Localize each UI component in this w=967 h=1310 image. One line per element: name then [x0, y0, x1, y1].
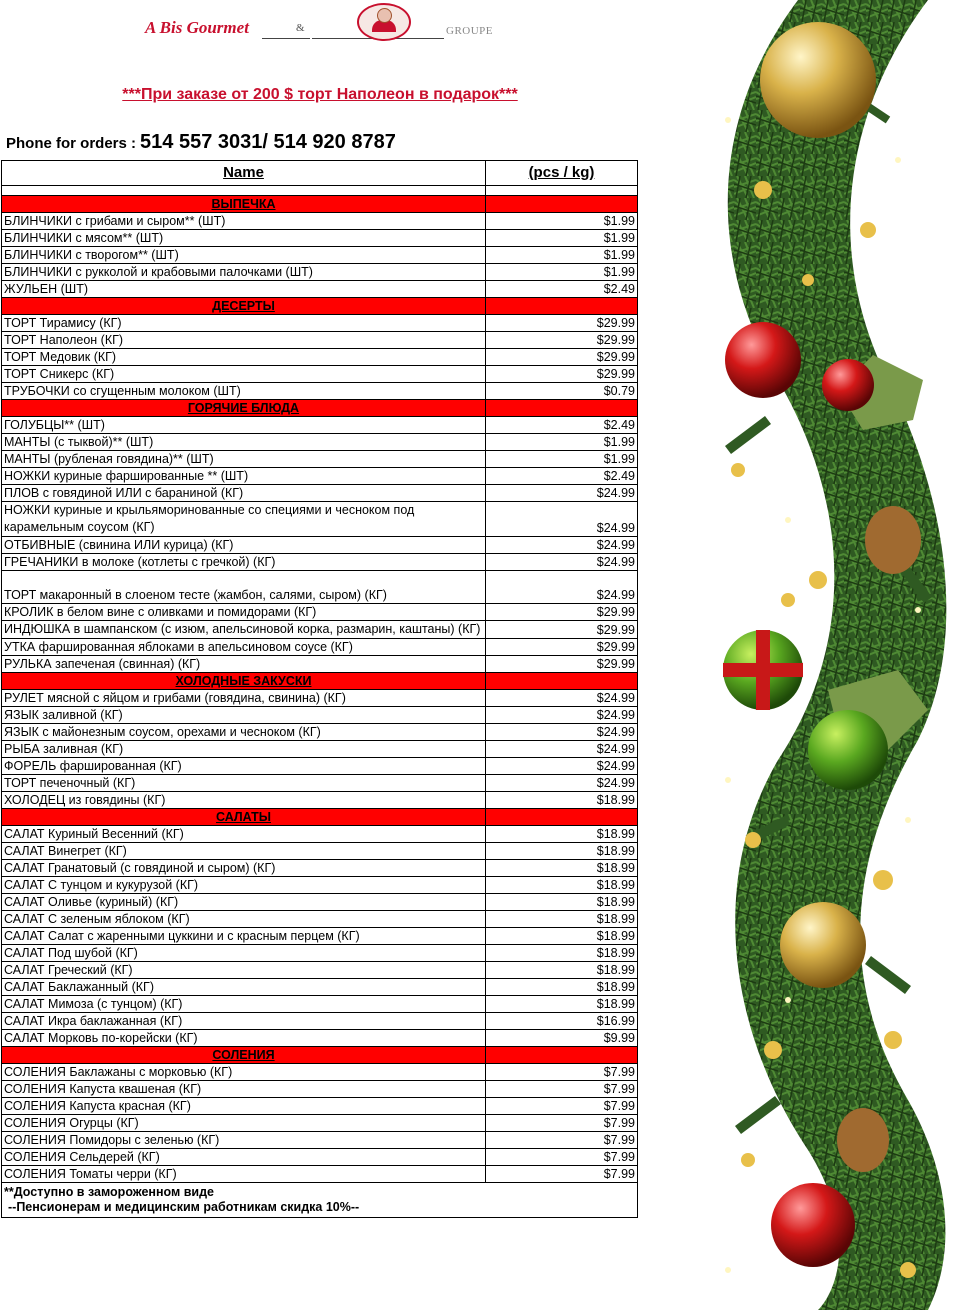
table-row	[2, 1064, 638, 1081]
category-title: ДЕСЕРТЫ	[2, 298, 486, 315]
item-name: ТОРТ Медовик (КГ)	[2, 349, 486, 366]
table-row	[2, 979, 638, 996]
item-name: САЛАТ Морковь по-корейски (КГ)	[2, 1030, 486, 1047]
item-name: ТОРТ Тирамису (КГ)	[2, 315, 486, 332]
table-row	[2, 928, 638, 945]
item-price: $24.99	[486, 707, 638, 724]
table-row	[2, 792, 638, 809]
item-name: САЛАТ Икра баклажанная (КГ)	[2, 1013, 486, 1030]
table-row	[2, 877, 638, 894]
category-header-row	[2, 400, 638, 417]
table-row	[2, 554, 638, 571]
phone-label: Phone for orders :	[6, 135, 137, 152]
item-name: САЛАТ Гранатовый (с говядиной и сыром) (КГ)	[2, 860, 486, 877]
table-row	[2, 826, 638, 843]
table-row	[2, 1166, 638, 1183]
category-title: ХОЛОДНЫЕ ЗАКУСКИ	[2, 673, 486, 690]
table-row	[2, 911, 638, 928]
item-price: $18.99	[486, 894, 638, 911]
chef-logo-icon	[357, 3, 411, 41]
item-price: $24.99	[486, 758, 638, 775]
item-name: СОЛЕНИЯ Огурцы (КГ)	[2, 1115, 486, 1132]
christmas-garland-image	[668, 0, 967, 1310]
table-row	[2, 775, 638, 792]
item-price: $24.99	[486, 485, 638, 502]
category-header-row	[2, 673, 638, 690]
item-price: $1.99	[486, 213, 638, 230]
item-price: $7.99	[486, 1064, 638, 1081]
item-name: САЛАТ Оливье (куриный) (КГ)	[2, 894, 486, 911]
table-row	[2, 1132, 638, 1149]
category-fill	[486, 400, 638, 417]
item-price: $1.99	[486, 264, 638, 281]
column-header-unit: (pcs / kg)	[486, 161, 638, 186]
item-price: $7.99	[486, 1149, 638, 1166]
item-name: ТОРТ макаронный в слоеном тесте (жамбон, салями, сыром) (КГ)	[2, 571, 486, 604]
item-name: САЛАТ Куриный Весенний (КГ)	[2, 826, 486, 843]
item-name: САЛАТ Винегрет (КГ)	[2, 843, 486, 860]
item-name: САЛАТ Баклажанный (КГ)	[2, 979, 486, 996]
item-price: $2.49	[486, 417, 638, 434]
table-row	[2, 621, 638, 639]
item-name: ЯЗЫК заливной (КГ)	[2, 707, 486, 724]
item-price: $18.99	[486, 962, 638, 979]
item-name: СОЛЕНИЯ Сельдерей (КГ)	[2, 1149, 486, 1166]
phone-numbers: 514 557 3031/ 514 920 8787	[140, 131, 396, 153]
table-row	[2, 1013, 638, 1030]
table-row	[2, 1149, 638, 1166]
item-price: $18.99	[486, 996, 638, 1013]
brand-divider	[262, 38, 310, 39]
item-name: САЛАТ Под шубой (КГ)	[2, 945, 486, 962]
item-price: $18.99	[486, 979, 638, 996]
table-row	[2, 843, 638, 860]
category-fill	[486, 673, 638, 690]
table-row	[2, 366, 638, 383]
table-row	[2, 417, 638, 434]
table-row	[2, 502, 638, 537]
spacer-row	[2, 186, 638, 196]
table-row	[2, 571, 638, 604]
item-name: УТКА фаршированная яблоками в апельсиновом соусе (КГ)	[2, 639, 486, 656]
item-price: $24.99	[486, 775, 638, 792]
brand-name: A Bis Gourmet	[145, 18, 249, 37]
item-name: САЛАТ Салат с жаренными цуккини и с красным перцем (КГ)	[2, 928, 486, 945]
item-name: ФОРЕЛЬ фаршированная (КГ)	[2, 758, 486, 775]
category-title: САЛАТЫ	[2, 809, 486, 826]
letterhead	[0, 0, 640, 60]
item-price: $18.99	[486, 945, 638, 962]
table-row	[2, 213, 638, 230]
item-price: $29.99	[486, 621, 638, 639]
item-price: $29.99	[486, 366, 638, 383]
table-row	[2, 962, 638, 979]
table-row	[2, 315, 638, 332]
table-row	[2, 707, 638, 724]
table-row	[2, 741, 638, 758]
table-row	[2, 332, 638, 349]
item-price: $9.99	[486, 1030, 638, 1047]
item-price: $29.99	[486, 332, 638, 349]
item-price: $7.99	[486, 1081, 638, 1098]
item-price: $24.99	[486, 554, 638, 571]
table-row	[2, 690, 638, 707]
item-price: $29.99	[486, 315, 638, 332]
item-price: $18.99	[486, 860, 638, 877]
item-name: ОТБИВНЫЕ (свинина ИЛИ курица) (КГ)	[2, 537, 486, 554]
category-fill	[486, 1047, 638, 1064]
item-price: $1.99	[486, 434, 638, 451]
item-name: МАНТЫ (рубленая говядина)** (ШТ)	[2, 451, 486, 468]
item-name: РУЛЬКА запеченая (свинная) (КГ)	[2, 656, 486, 673]
item-price: $18.99	[486, 928, 638, 945]
category-fill	[486, 809, 638, 826]
table-row	[2, 1030, 638, 1047]
table-row	[2, 468, 638, 485]
category-header-row	[2, 196, 638, 213]
category-header-row	[2, 298, 638, 315]
table-row	[2, 247, 638, 264]
table-row	[2, 945, 638, 962]
table-row	[2, 349, 638, 366]
item-price: $7.99	[486, 1166, 638, 1183]
table-row	[2, 894, 638, 911]
table-row	[2, 860, 638, 877]
item-price: $24.99	[486, 724, 638, 741]
category-title: ГОРЯЧИЕ БЛЮДА	[2, 400, 486, 417]
column-header-name: Name	[2, 161, 486, 186]
promo-banner	[0, 86, 640, 104]
item-name: САЛАТ Мимоза (с тунцом) (КГ)	[2, 996, 486, 1013]
item-price: $24.99	[486, 502, 638, 537]
brand-ampersand: &	[296, 22, 305, 34]
item-price: $18.99	[486, 877, 638, 894]
promo-text: ***При заказе от 200 $ торт Наполеон в подарок***	[122, 86, 518, 103]
item-name: САЛАТ С зеленым яблоком (КГ)	[2, 911, 486, 928]
item-price: $24.99	[486, 537, 638, 554]
table-row	[2, 639, 638, 656]
item-name: РУЛЕТ мясной с яйцом и грибами (говядина, свинина) (КГ)	[2, 690, 486, 707]
item-price: $18.99	[486, 792, 638, 809]
table-row	[2, 281, 638, 298]
frozen-note: **Доступно в замороженном виде	[4, 1185, 214, 1199]
table-row	[2, 383, 638, 400]
item-price: $29.99	[486, 639, 638, 656]
item-name: СОЛЕНИЯ Помидоры с зеленью (КГ)	[2, 1132, 486, 1149]
item-price: $7.99	[486, 1098, 638, 1115]
item-price: $29.99	[486, 604, 638, 621]
item-price: $18.99	[486, 911, 638, 928]
item-name: БЛИНЧИКИ с грибами и сыром** (ШТ)	[2, 213, 486, 230]
item-name: ТОРТ печеночный (КГ)	[2, 775, 486, 792]
item-price: $1.99	[486, 451, 638, 468]
item-name: САЛАТ С тунцом и кукурузой (КГ)	[2, 877, 486, 894]
item-name: ИНДЮШКА в шампанском (с изюм, апельсиновой корка, размарин, каштаны) (КГ)	[2, 621, 486, 639]
table-row	[2, 758, 638, 775]
item-price: $1.99	[486, 247, 638, 264]
item-name: ТОРТ Наполеон (КГ)	[2, 332, 486, 349]
category-title: ВЫПЕЧКА	[2, 196, 486, 213]
item-name: ЯЗЫК с майонезным соусом, орехами и чесноком (КГ)	[2, 724, 486, 741]
table-row	[2, 1081, 638, 1098]
item-price: $1.99	[486, 230, 638, 247]
item-price: $16.99	[486, 1013, 638, 1030]
item-price: $18.99	[486, 826, 638, 843]
table-header-row	[2, 161, 638, 186]
discount-note: --Пенсионерам и медицинским работникам скидка 10%--	[8, 1200, 360, 1214]
item-price: $0.79	[486, 383, 638, 400]
item-name: НОЖКИ куриные и крыльяморинованные со специями и чесноком под карамельным соусом (КГ)	[2, 502, 486, 537]
item-name: ГОЛУБЦЫ** (ШТ)	[2, 417, 486, 434]
phone-line	[6, 131, 396, 154]
table-row	[2, 1098, 638, 1115]
category-header-row	[2, 809, 638, 826]
table-row	[2, 451, 638, 468]
table-row	[2, 434, 638, 451]
price-table	[1, 160, 638, 1218]
category-fill	[486, 196, 638, 213]
item-price: $7.99	[486, 1115, 638, 1132]
table-row	[2, 1115, 638, 1132]
item-name: СОЛЕНИЯ Капуста квашеная (КГ)	[2, 1081, 486, 1098]
item-name: КРОЛИК в белом вине с оливками и помидорами (КГ)	[2, 604, 486, 621]
item-price: $24.99	[486, 571, 638, 604]
category-header-row	[2, 1047, 638, 1064]
table-row	[2, 996, 638, 1013]
item-name: МАНТЫ (с тыквой)** (ШТ)	[2, 434, 486, 451]
table-row	[2, 264, 638, 281]
item-price: $29.99	[486, 656, 638, 673]
brand-group: GROUPE	[446, 25, 494, 37]
item-price: $2.49	[486, 468, 638, 485]
item-name: ГРЕЧАНИКИ в молоке (котлеты с гречкой) (КГ)	[2, 554, 486, 571]
item-name: ЖУЛЬЕН (ШТ)	[2, 281, 486, 298]
item-name: НОЖКИ куриные фаршированные ** (ШТ)	[2, 468, 486, 485]
table-row	[2, 537, 638, 554]
item-price: $18.99	[486, 843, 638, 860]
item-price: $24.99	[486, 690, 638, 707]
table-row	[2, 230, 638, 247]
footer-row	[2, 1183, 638, 1218]
item-name: ПЛОВ с говядиной ИЛИ с бараниной (КГ)	[2, 485, 486, 502]
table-row	[2, 724, 638, 741]
footer-notes	[2, 1183, 638, 1218]
category-title: СОЛЕНИЯ	[2, 1047, 486, 1064]
table-row	[2, 604, 638, 621]
table-row	[2, 485, 638, 502]
item-name: СОЛЕНИЯ Капуста красная (КГ)	[2, 1098, 486, 1115]
item-name: ТОРТ Сникерс (КГ)	[2, 366, 486, 383]
item-name: БЛИНЧИКИ с творогом** (ШТ)	[2, 247, 486, 264]
item-price: $24.99	[486, 741, 638, 758]
table-row	[2, 656, 638, 673]
item-name: САЛАТ Греческий (КГ)	[2, 962, 486, 979]
item-name: ХОЛОДЕЦ из говядины (КГ)	[2, 792, 486, 809]
item-name: БЛИНЧИКИ с рукколой и крабовыми палочками (ШТ)	[2, 264, 486, 281]
item-name: ТРУБОЧКИ со сгущенным молоком (ШТ)	[2, 383, 486, 400]
category-fill	[486, 298, 638, 315]
item-name: СОЛЕНИЯ Баклажаны с морковью (КГ)	[2, 1064, 486, 1081]
item-price: $2.49	[486, 281, 638, 298]
item-name: БЛИНЧИКИ с мясом** (ШТ)	[2, 230, 486, 247]
item-price: $7.99	[486, 1132, 638, 1149]
item-name: СОЛЕНИЯ Томаты черри (КГ)	[2, 1166, 486, 1183]
item-name: РЫБА заливная (КГ)	[2, 741, 486, 758]
item-price: $29.99	[486, 349, 638, 366]
